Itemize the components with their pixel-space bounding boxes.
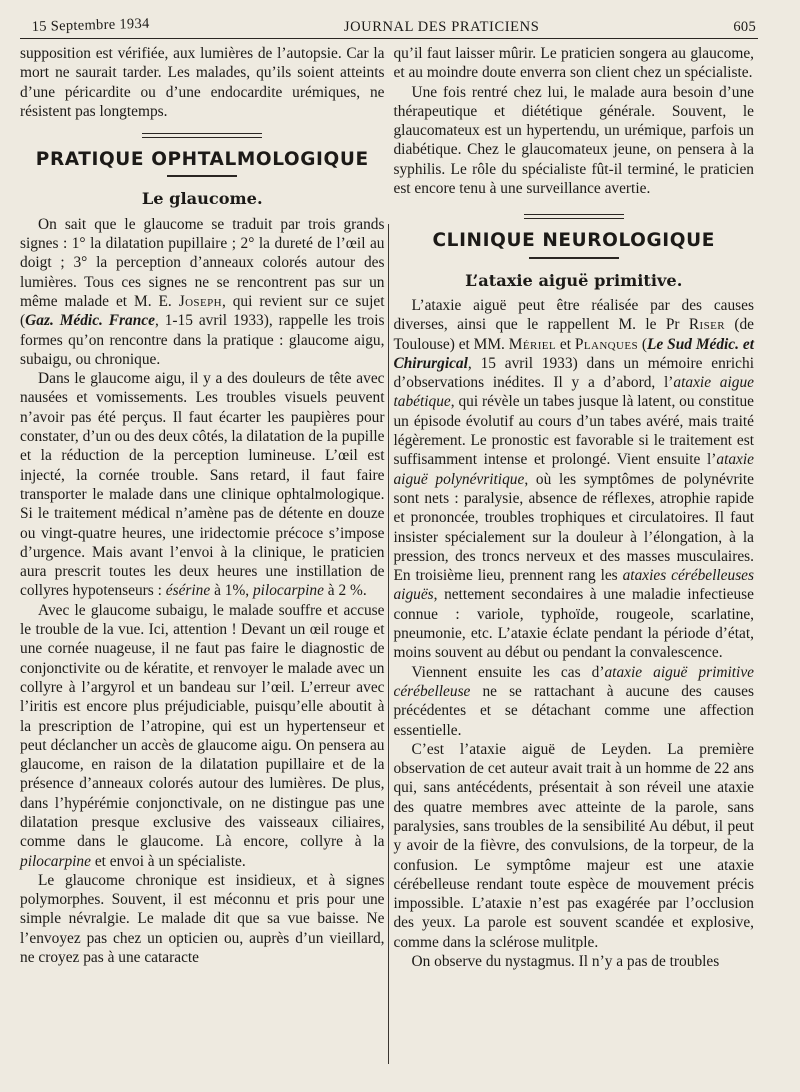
term: ataxie aiguë primitive cérébelleuse	[393, 663, 754, 700]
paragraph: C’est l’ataxie aiguë de Leyden. La première observation de cet auteur avait trait à un homme de 22 ans qui, sans antécédents, présentait à son réveil une ataxie des quatre membres avec atteinte de la parole, sans paralysies, sans troubles de la sensibilité Au début, il peut y avoir de la fièvre, des convulsions, de la torpeur, de la confusion. Le symptôme majeur est une ataxie cérébelleuse rendant toute espèce de mouvement précis impossible. L’ataxie n’est pas exagérée par l’occlusion des yeux. La parole est souvent scandée et explosive, comme dans la sclérose mulitple.	[393, 740, 754, 951]
author-name: Planques	[574, 335, 638, 353]
paragraph: Avec le glaucome subaigu, le malade souffre et accuse le trouble de la vue. Ici, attention ! Devant un œil rouge et une cornée nuageuse, il ne faut pas faire le diagnostic de conjonctivite ou de kératite, et renvoyer le malade avec un collyre à l’argyrol et un bandeau sur l’œil. L’erreur avec l’iritis est encore plus préjudiciable, puisqu’elle aboutit à la prescription de l’atropine, qui est un hypertenseur et peut déclancher un accès de glaucome aigu. On pensera au glaucome, en raison de la dilatation pupillaire et de la présence d’anneaux colorés autour des lumières. De plus, dans l’hypérémie conjonctivale, on ne distingue pas une dilatation presque exclusive des vaisseaux ciliaires, comme dans le glaucome. Là encore, collyre à la pilocarpine et envoi à un spécialiste.	[20, 601, 385, 870]
term: ataxies cérébelleuses aiguës	[393, 567, 755, 604]
term: ataxie aiguë polynévritique	[393, 451, 754, 488]
continued-paragraph: qu’il faut laisser mûrir. Le praticien songera au glaucome, et au moindre doute enverra son client chez un spécialiste.	[393, 45, 754, 82]
paragraph: Le glaucome chronique est insidieux, et à signes polymorphes. Souvent, il est méconnu et pris pour une simple névralgie. Le malade dit que sa vue baisse. Ne l’envoyez pas chez un opticien ou, auprès d’un vieillard, ne croyez pas à une cataracte	[20, 871, 385, 967]
author-name: Joseph	[178, 292, 222, 310]
column-divider	[388, 224, 389, 1064]
section-heading-neurologie: CLINIQUE NEUROLOGIQUE	[432, 230, 715, 252]
journal-reference: Gaz. Médic. France	[25, 312, 155, 330]
author-name: Mériel	[508, 335, 557, 353]
section-heading-ophtalmologie: PRATIQUE OPHTALMOLOGIQUE	[35, 149, 369, 171]
running-head	[32, 10, 756, 36]
author-name: Riser	[688, 316, 725, 334]
journal-title: JOURNAL DES PRATICIENS	[343, 19, 540, 35]
right-column	[393, 44, 754, 1084]
drug-name: ésérine	[165, 582, 211, 600]
section-separator	[142, 133, 262, 138]
two-column-body	[20, 44, 754, 1084]
section-separator	[524, 214, 624, 219]
page-number: 605	[733, 19, 756, 35]
paragraph: Dans le glaucome aigu, il y a des douleurs de tête avec nausées et vomissements. Les troubles visuels peuvent n’avoir pas été perçus. Il faut écarter les paupières pour constater, d’un ou des deux côtés, la dilatation de la pupille et la réduction de la perception lumineuse. L’œil est injecté, la cornée trouble. Sans retard, il faut faire transporter le malade dans une clinique ophtalmologique. Si le traitement médical n’amène pas de détente en douze ou vingt-quatre heures, une iridectomie précoce s’impose d’urgence. Mais avant l’envoi à la clinique, le praticien aura prescrit toutes les deux heures une instillation de collyres hypotenseurs : ésérine à 1%, pilocarpine à 2 %.	[20, 370, 385, 600]
article-title-ataxie: L’ataxie aiguë primitive.	[465, 270, 683, 290]
header-rule	[20, 38, 758, 39]
paragraph: L’ataxie aiguë peut être réalisée par des causes diverses, ainsi que le rappellent M. le Pr Riser (de Toulouse) et MM. Mériel et Planques (Le Sud Médic. et Chirurgical, 15 avril 1933) dans un mémoire enrichi d’observations inédites. Il y a d’abord, l’ataxie aigue tabétique, qui révèle un tabes jusque là latent, ou constitue un épisode évolutif au cours d’un tabes avéré, mais traité légèrement. Le pronostic est favorable si le traitement est suffisamment intense et prolongé. Vient ensuite l’ataxie aiguë polynévritique, où les symptômes de polynévrite sont nets : paralysie, absence de réflexes, atrophie rapide et prononcée, troubles trophiques et circulatoires. Il faut insister spécialement sur la douleur à l’élongation, à la pression, des troncs nerveux et des masses musculaires. En troisième lieu, prennent rang les ataxies cérébelleuses aiguës, nettement secondaires à une maladie infectieuse connue : variole, typhoïde, rougeole, scarlatine, pneumonie, etc. L’ataxie éclate pendant la période d’état, moins souvent au début ou pendant la convalescence.	[393, 296, 755, 662]
drug-name: pilocarpine	[252, 582, 324, 600]
drug-name: pilocarpine	[20, 852, 91, 870]
heading-underline	[167, 175, 237, 177]
term: ataxie aigue tabétique	[393, 374, 754, 411]
paragraph: On observe du nystagmus. Il n’y a pas de troubles	[411, 953, 720, 971]
heading-underline	[529, 257, 619, 259]
paragraph: Une fois rentré chez lui, le malade aura besoin d’une thérapeutique et diététique générale. Souvent, le glaucomateux est un hypertendu, un urémique, parfois un diabétique. Chez le glaucomateux jeune, on pensera à la syphilis. Le rôle du spécialiste fût-il terminé, le praticien est encore tenu à une surveillance avertie.	[393, 83, 754, 198]
article-title-glaucome: Le glaucome.	[141, 189, 263, 209]
journal-reference: Le Sud Médic. et Chirurgical	[393, 335, 754, 372]
issue-date: 15 Septembre 1934	[31, 15, 150, 36]
left-column	[20, 44, 384, 1084]
continued-paragraph: supposition est vérifiée, aux lumières de l’autopsie. Car la mort ne saurait tarder. Les malades, qu’ils soient atteints d’une péricardite ou d’une endocardite urémiques, ne résistent pas longtemps.	[20, 45, 385, 120]
paragraph: On sait que le glaucome se traduit par trois grands signes : 1° la dilatation pupillaire ; 2° la dureté de l’œil au doigt ; 3° la perception d’anneaux colorés autour des lumières. Tous ces signes ne se rencontrent pas sur un même malade et M. E. Joseph, qui revient sur ce sujet (Gaz. Médic. France, 1-15 avril 1933), rappelle les trois formes qu’on rencontre dans la pratique : glaucome aigu, subaigu, ou chronique.	[20, 215, 385, 368]
paragraph: Viennent ensuite les cas d’ataxie aiguë primitive cérébelleuse ne se rattachant à aucune des causes précédentes et se détachant comme une affection essentielle.	[393, 663, 754, 739]
